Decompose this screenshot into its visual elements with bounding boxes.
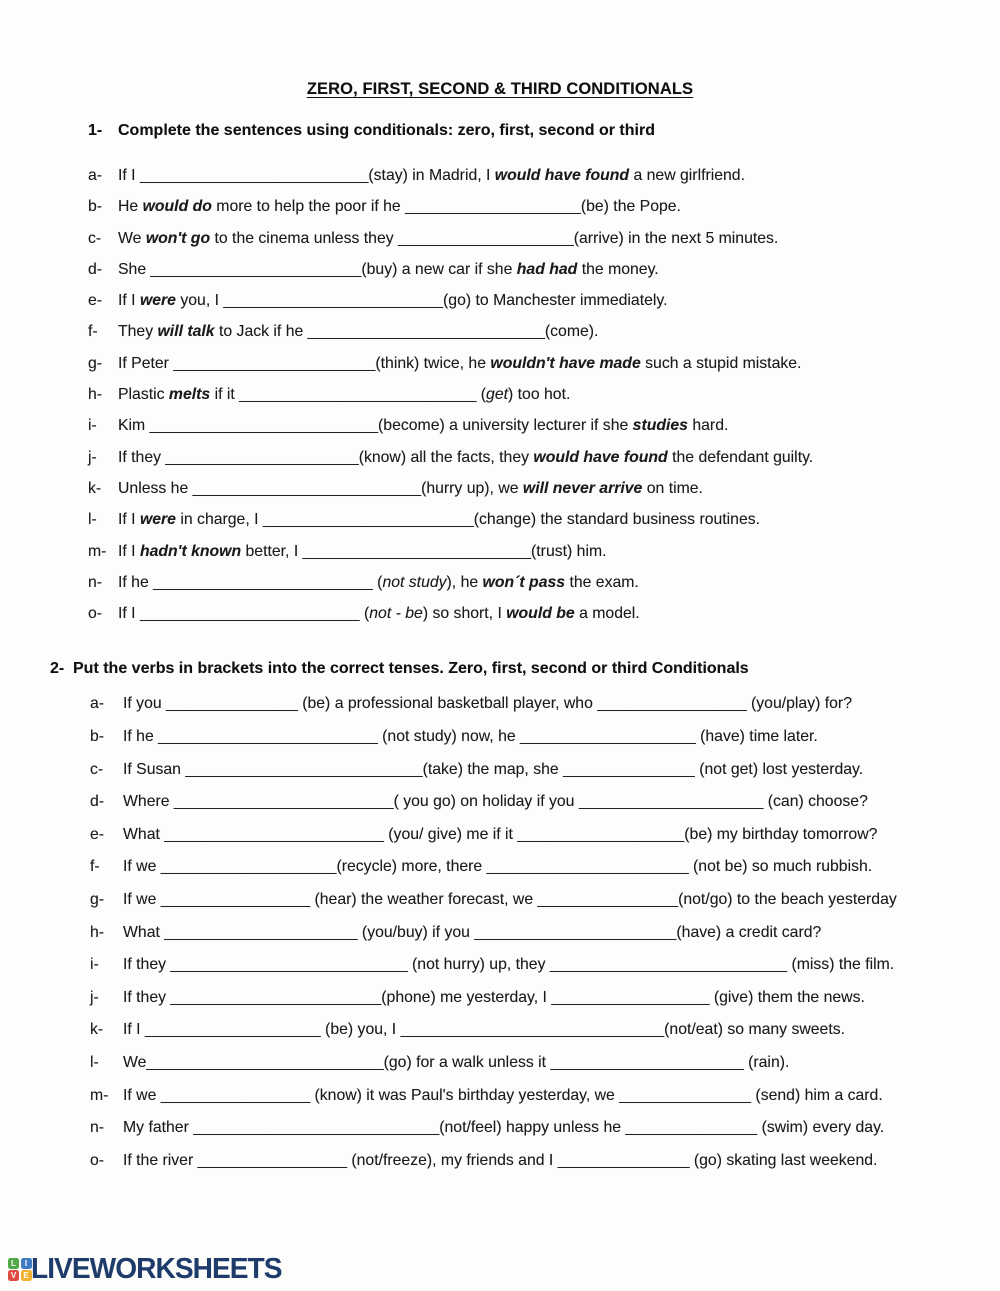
- exercise-line: [0, 1087, 1000, 1120]
- text-segment: (go) for a walk unless it: [383, 1053, 551, 1071]
- text-segment: If I: [118, 605, 140, 623]
- item-letter: m-: [90, 1086, 109, 1104]
- text-segment: won´t pass: [482, 573, 566, 591]
- text-segment: (not/eat) so many sweets.: [664, 1021, 846, 1039]
- item-letter: g-: [90, 891, 105, 909]
- item-text: [123, 728, 818, 746]
- answer-blank[interactable]: _________________________: [139, 605, 360, 623]
- text-segment: (you/play) for?: [746, 695, 852, 713]
- text-segment: ) so short, I: [422, 605, 507, 623]
- text-segment: studies: [632, 417, 688, 435]
- item-text: [118, 167, 745, 185]
- exercise-line: [0, 605, 1000, 636]
- item-letter: c-: [88, 229, 102, 247]
- item-text: [123, 1087, 883, 1105]
- answer-blank[interactable]: ________________________: [150, 260, 362, 278]
- text-segment: (go) skating last weekend.: [689, 1151, 878, 1169]
- answer-blank[interactable]: ______________________: [550, 1053, 744, 1071]
- text-segment: in charge, I: [175, 511, 263, 529]
- item-text: [118, 230, 778, 248]
- text-segment: Kim: [118, 417, 150, 435]
- answer-blank[interactable]: _______________: [619, 1086, 752, 1104]
- text-segment: (give) them the news.: [709, 988, 865, 1006]
- text-segment: If the river: [123, 1151, 198, 1169]
- text-segment: (be) the Pope.: [580, 198, 681, 216]
- text-segment: won't go: [145, 229, 211, 247]
- exercise-line: [0, 761, 1000, 794]
- item-text: [118, 480, 703, 498]
- exercise-line: [0, 167, 1000, 198]
- text-segment: (know) all the facts, they: [358, 448, 534, 466]
- text-segment: If they: [118, 448, 166, 466]
- item-letter: k-: [90, 1021, 104, 1039]
- item-text: [118, 574, 639, 592]
- answer-blank[interactable]: __________________: [551, 988, 710, 1006]
- text-segment: Unless he: [118, 479, 193, 497]
- text-segment: (hurry up), we: [421, 479, 523, 497]
- text-segment: a model.: [574, 605, 640, 623]
- text-segment: better, I: [241, 542, 303, 560]
- text-segment: If you: [123, 695, 167, 713]
- text-segment: (not study) now, he: [377, 728, 521, 746]
- item-letter: j-: [88, 448, 97, 466]
- text-segment: (not/freeze), my friends and I: [346, 1151, 558, 1169]
- logo-tile-v: V: [8, 1270, 19, 1281]
- answer-blank[interactable]: ______________________: [165, 448, 359, 466]
- text-segment: (swim) every day.: [757, 1119, 885, 1137]
- text-segment: (arrive) in the next 5 minutes.: [573, 229, 779, 247]
- exercise-line: [0, 511, 1000, 542]
- text-segment: If I: [123, 1021, 145, 1039]
- item-letter: n-: [88, 573, 103, 591]
- text-segment: (trust) him.: [531, 542, 607, 560]
- text-segment: were: [139, 511, 176, 529]
- exercise-line: [0, 449, 1000, 480]
- item-text: [123, 1119, 884, 1137]
- text-segment: get: [486, 386, 509, 404]
- answer-blank[interactable]: _________________________: [164, 825, 384, 843]
- text-segment: (buy) a new car if she: [361, 260, 517, 278]
- text-segment: (you/ give) me if it: [383, 825, 518, 843]
- item-text: [118, 449, 813, 467]
- item-letter: l-: [88, 511, 97, 529]
- text-segment: (be) my birthday tomorrow?: [684, 825, 878, 843]
- exercise-line: [0, 1119, 1000, 1152]
- item-letter: o-: [90, 1151, 105, 1169]
- exercise-line: [0, 891, 1000, 924]
- answer-blank[interactable]: ___________________________: [549, 956, 788, 974]
- item-letter: h-: [88, 386, 103, 404]
- text-segment: If we: [123, 891, 161, 909]
- item-text: [118, 323, 598, 341]
- exercise-line: [0, 323, 1000, 354]
- text-segment: (have) a credit card?: [676, 923, 822, 941]
- answer-blank[interactable]: _________________________: [173, 793, 394, 811]
- exercise-1-items: [0, 167, 1000, 636]
- answer-blank[interactable]: ____________________: [520, 728, 696, 746]
- text-segment: a new girlfriend.: [629, 167, 745, 184]
- answer-blank[interactable]: _________________: [197, 1151, 347, 1169]
- text-segment: (become) a university lecturer if she: [378, 417, 633, 435]
- exercise-line: [0, 198, 1000, 229]
- exercise-line: [0, 292, 1000, 323]
- text-segment: If they: [123, 988, 171, 1006]
- exercise-line: [0, 574, 1000, 605]
- text-segment: would have found: [494, 167, 630, 184]
- exercise-line: [0, 793, 1000, 826]
- item-text: [118, 198, 681, 216]
- answer-blank[interactable]: _________________________: [153, 573, 373, 591]
- item-text: [118, 511, 760, 529]
- item-text: [123, 956, 894, 974]
- text-segment: had had: [516, 260, 578, 278]
- text-segment: (come).: [544, 323, 599, 341]
- item-text: [123, 761, 863, 779]
- answer-blank[interactable]: _________________: [597, 695, 747, 713]
- answer-blank[interactable]: _________________: [160, 1086, 311, 1104]
- text-segment: (send) him a card.: [751, 1086, 883, 1104]
- text-segment: If I: [118, 292, 140, 310]
- answer-blank[interactable]: ____________________: [398, 229, 574, 247]
- text-segment: We: [123, 1053, 147, 1071]
- text-segment: If we: [123, 858, 161, 876]
- item-text: [118, 605, 640, 623]
- item-letter: i-: [90, 956, 99, 974]
- answer-blank[interactable]: _______________: [557, 1151, 690, 1169]
- liveworksheets-footer: [8, 1253, 289, 1286]
- text-segment: (you/buy) if you: [357, 923, 475, 941]
- answer-blank[interactable]: __________________________: [149, 417, 379, 435]
- text-segment: (have) time later.: [695, 728, 818, 746]
- answer-blank[interactable]: ________________: [537, 891, 679, 909]
- item-text: [123, 695, 852, 713]
- item-letter: g-: [88, 354, 103, 372]
- text-segment: She: [118, 260, 151, 278]
- answer-blank[interactable]: ____________________________: [193, 1119, 440, 1137]
- text-segment: (rain).: [743, 1053, 790, 1071]
- exercise-2-section: [0, 660, 1000, 1184]
- item-letter: b-: [90, 728, 105, 746]
- text-segment: (hear) the weather forecast, we: [310, 891, 538, 909]
- text-segment: would have found: [533, 448, 668, 466]
- item-text: [123, 826, 877, 844]
- text-segment: hadn't known: [139, 542, 242, 560]
- item-text: [123, 1021, 845, 1039]
- answer-blank[interactable]: ______________________________: [400, 1021, 665, 1039]
- text-segment: (not get) lost yesterday.: [694, 760, 864, 778]
- exercise-1-heading-text: Complete the sentences using conditionals: zero, first, second or third: [118, 122, 655, 139]
- text-segment: (be) you, I: [320, 1021, 401, 1039]
- text-segment: (miss) the film.: [787, 956, 895, 974]
- item-letter: e-: [88, 292, 103, 310]
- item-letter: m-: [88, 542, 107, 560]
- text-segment: If they: [123, 956, 171, 974]
- text-segment: (not be) so much rubbish.: [688, 858, 873, 876]
- text-segment: (go) to Manchester immediately.: [443, 292, 668, 310]
- answer-blank[interactable]: __________________________: [302, 542, 532, 560]
- text-segment: ( you go) on holiday if you: [393, 793, 579, 811]
- item-text: [123, 989, 865, 1007]
- item-text: [118, 261, 659, 279]
- text-segment: hard.: [687, 417, 729, 435]
- item-letter: h-: [90, 923, 105, 941]
- item-text: [123, 891, 897, 909]
- item-letter: f-: [88, 323, 98, 341]
- answer-blank[interactable]: ________________________: [262, 511, 474, 529]
- exercise-2-number: 2-: [50, 660, 65, 678]
- text-segment: (not hurry) up, they: [407, 956, 550, 974]
- text-segment: (: [359, 605, 370, 623]
- item-letter: i-: [88, 417, 97, 435]
- answer-blank[interactable]: ____________________: [144, 1021, 321, 1039]
- answer-blank[interactable]: _________________________: [158, 728, 378, 746]
- exercise-line: [0, 728, 1000, 761]
- text-segment: If I: [118, 542, 140, 560]
- answer-blank[interactable]: _______________: [625, 1119, 758, 1137]
- text-segment: We: [118, 229, 146, 247]
- worksheet-title: ZERO, FIRST, SECOND & THIRD CONDITIONALS: [306, 80, 694, 98]
- exercise-line: [0, 1152, 1000, 1185]
- item-letter: d-: [88, 260, 103, 278]
- answer-blank[interactable]: ______________________: [164, 923, 358, 941]
- exercise-2-items: [0, 695, 1000, 1184]
- answer-blank[interactable]: ____________________: [160, 858, 337, 876]
- exercise-line: [0, 1054, 1000, 1087]
- text-segment: (: [372, 573, 383, 591]
- text-segment: (take) the map, she: [422, 760, 564, 778]
- answer-blank[interactable]: ____________________: [405, 198, 581, 216]
- text-segment: (phone) me yesterday, I: [381, 988, 552, 1006]
- exercise-line: [0, 261, 1000, 292]
- exercise-1-number: 1-: [88, 122, 103, 139]
- answer-blank[interactable]: ___________________________: [170, 956, 408, 974]
- text-segment: melts: [168, 386, 211, 404]
- text-segment: not - be: [369, 605, 423, 623]
- item-letter: f-: [90, 858, 100, 876]
- exercise-line: [0, 417, 1000, 448]
- item-letter: a-: [88, 167, 103, 184]
- answer-blank[interactable]: _____________________: [578, 793, 764, 811]
- exercise-2-heading-text: Put the verbs in brackets into the correct tenses. Zero, first, second or third Conditionals: [73, 660, 749, 678]
- text-segment: If Peter: [118, 354, 174, 372]
- exercise-1-section: [0, 122, 1000, 636]
- exercise-line: [0, 355, 1000, 386]
- exercise-line: [0, 826, 1000, 859]
- answer-blank[interactable]: _______________: [166, 695, 298, 713]
- text-segment: the money.: [577, 260, 659, 278]
- text-segment: (change) the standard business routines.: [473, 511, 761, 529]
- text-segment: (know) it was Paul's birthday yesterday, we: [310, 1086, 620, 1104]
- answer-blank[interactable]: _______________________: [173, 354, 376, 372]
- item-text: [118, 355, 801, 373]
- text-segment: would do: [142, 198, 212, 216]
- logo-tile-e: E: [21, 1270, 32, 1281]
- item-text: [118, 292, 668, 310]
- text-segment: you, I: [175, 292, 224, 310]
- exercise-2-heading: [50, 660, 1000, 678]
- answer-blank[interactable]: __________________________: [192, 479, 422, 497]
- text-segment: more to help the poor if he: [211, 198, 406, 216]
- text-segment: My father: [123, 1119, 194, 1137]
- answer-blank[interactable]: ___________________: [517, 825, 685, 843]
- item-letter: c-: [90, 760, 104, 778]
- item-text: [118, 386, 570, 404]
- text-segment: If we: [123, 1086, 161, 1104]
- item-text: [123, 1054, 789, 1072]
- answer-blank[interactable]: ___________________________: [146, 1053, 384, 1071]
- item-letter: j-: [90, 988, 99, 1006]
- exercise-line: [0, 543, 1000, 574]
- answer-blank[interactable]: __________________________: [139, 167, 369, 184]
- answer-blank[interactable]: ________________________: [170, 988, 382, 1006]
- text-segment: What: [123, 923, 165, 941]
- exercise-line: [0, 924, 1000, 957]
- item-text: [123, 793, 868, 811]
- liveworksheets-wordmark: LIVEWORKSHEETS: [31, 1253, 282, 1285]
- item-letter: o-: [88, 605, 103, 623]
- answer-blank[interactable]: _______________________: [486, 858, 689, 876]
- text-segment: (: [476, 386, 487, 404]
- item-text: [123, 858, 872, 876]
- answer-blank[interactable]: ___________________________: [307, 323, 545, 341]
- text-segment: If I: [118, 511, 140, 529]
- text-segment: If he: [118, 573, 154, 591]
- answer-blank[interactable]: ___________________________: [239, 386, 477, 404]
- text-segment: (can) choose?: [763, 793, 868, 811]
- text-segment: If Susan: [123, 760, 186, 778]
- text-segment: (stay) in Madrid, I: [368, 167, 495, 184]
- exercise-line: [0, 695, 1000, 728]
- answer-blank[interactable]: _______________________: [474, 923, 677, 941]
- item-letter: e-: [90, 825, 105, 843]
- text-segment: (think) twice, he: [375, 354, 491, 372]
- text-segment: (not/feel) happy unless he: [439, 1119, 626, 1137]
- text-segment: They: [118, 323, 158, 341]
- exercise-line: [0, 956, 1000, 989]
- item-letter: l-: [90, 1053, 99, 1071]
- text-segment: the exam.: [565, 573, 639, 591]
- text-segment: Where: [123, 793, 174, 811]
- exercise-line: [0, 230, 1000, 261]
- answer-blank[interactable]: _______________: [563, 760, 695, 778]
- text-segment: will never arrive: [522, 479, 643, 497]
- text-segment: ) too hot.: [508, 386, 571, 404]
- text-segment: such a stupid mistake.: [640, 354, 802, 372]
- item-letter: d-: [90, 793, 105, 811]
- text-segment: would be: [506, 605, 575, 623]
- exercise-line: [0, 1021, 1000, 1054]
- text-segment: will talk: [157, 323, 215, 341]
- text-segment: What: [123, 825, 165, 843]
- item-letter: a-: [90, 695, 105, 713]
- text-segment: were: [139, 292, 176, 310]
- exercise-line: [0, 386, 1000, 417]
- exercise-line: [0, 858, 1000, 891]
- logo-tile-i: I: [21, 1258, 32, 1269]
- text-segment: wouldn't have made: [490, 354, 641, 372]
- text-segment: (be) a professional basketball player, who: [297, 695, 598, 713]
- item-letter: n-: [90, 1119, 105, 1137]
- text-segment: if it: [210, 386, 240, 404]
- item-text: [123, 924, 821, 942]
- text-segment: not study: [382, 573, 447, 591]
- text-segment: He: [118, 198, 143, 216]
- logo-tile-l: L: [8, 1258, 19, 1269]
- text-segment: (not/go) to the beach yesterday: [678, 891, 897, 909]
- exercise-1-heading: [88, 122, 1000, 140]
- text-segment: If he: [123, 728, 159, 746]
- text-segment: If I: [118, 167, 140, 184]
- item-text: [118, 543, 607, 561]
- exercise-line: [0, 480, 1000, 511]
- text-segment: (recycle) more, there: [336, 858, 487, 876]
- item-text: [123, 1152, 877, 1170]
- text-segment: to Jack if he: [214, 323, 308, 341]
- text-segment: the defendant guilty.: [667, 448, 814, 466]
- text-segment: ), he: [446, 573, 483, 591]
- text-segment: to the cinema unless they: [210, 229, 399, 247]
- answer-blank[interactable]: _________________________: [223, 292, 444, 310]
- text-segment: on time.: [642, 479, 703, 497]
- liveworksheets-logo: [8, 1258, 32, 1282]
- exercise-line: [0, 989, 1000, 1022]
- answer-blank[interactable]: _________________: [160, 891, 311, 909]
- answer-blank[interactable]: ___________________________: [185, 760, 423, 778]
- item-letter: k-: [88, 479, 102, 497]
- item-letter: b-: [88, 198, 103, 216]
- item-text: [118, 417, 728, 435]
- text-segment: Plastic: [118, 386, 169, 404]
